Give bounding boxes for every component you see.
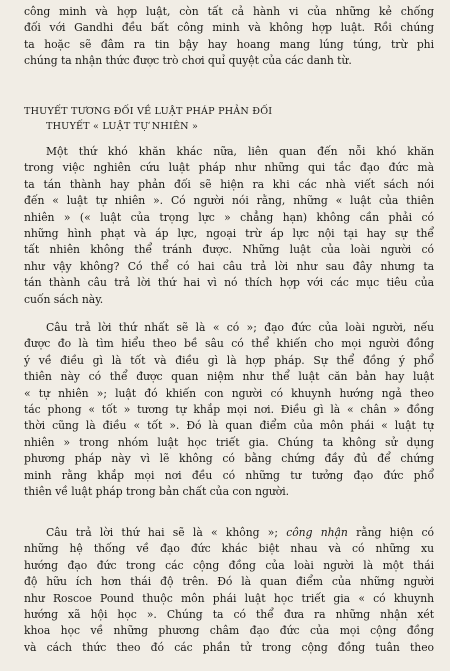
text-line: [24, 525, 434, 541]
text-line: đối với Gandhi đều bất công minh và không hợp luật. Rồi chúng: [24, 21, 434, 35]
text-line: những hình phạt và áp lực, ngoại trừ áp lực nội tại hay sự thể: [24, 227, 434, 241]
text-line: công minh và hợp luật, còn tất cả hành vi của những kẻ chống: [24, 5, 434, 18]
text-line: ta hoặc sẽ đâm ra tin bậy hay hoang mang lúng túng, trừ phi: [24, 37, 434, 51]
text-line: ý về điều gì là tốt và điều gì là hợp pháp. Sự thể đồng ý phổ: [24, 353, 434, 367]
text-line: thiên về luật pháp trong bản chất của con người.: [24, 485, 289, 499]
text-line: thiên này có thể được quan niệm như thể luật căn bản hay luật: [24, 370, 434, 384]
text-line: chúng ta nhận thức được trò chơi quỉ quyệt của các danh từ.: [24, 54, 352, 68]
text-line: như Roscoe Pound thuộc môn phái luật học triết gia « có khuynh: [24, 591, 434, 605]
text-line: trong việc nghiên cứu luật pháp như những qui tắc đạo đức mà: [24, 161, 434, 175]
text-line: và cách thức theo đó các phần tử trong cộng đồng tuân theo: [24, 640, 434, 654]
text-line: tác phong « tốt » tương tự khắp mọi nơi. Điều gì là « chân » đồng: [24, 403, 434, 417]
text-line: ta tán thành hay phản đối sẽ hiện ra khi các nhà viết sách nói: [24, 177, 434, 191]
text-line: như vậy không? Có thể có hai câu trả lời như sau đây nhưng ta: [24, 259, 434, 273]
text-line: phương pháp này vì lẽ không có bằng chứng đầy đủ để chứng: [24, 452, 434, 466]
text-line: đến « luật tự nhiên ». Có người nói rằng, những « luật của thiên: [24, 194, 434, 208]
heading-line-1: THUYẾT TƯƠNG ĐỐI VỀ LUẬT PHÁP PHẢN ĐỐI: [24, 106, 273, 117]
text-line: nhiên » trong nhóm luật học triết gia. Chúng ta không sử dụng: [24, 435, 434, 449]
text-line: khoa học về những phương châm đạo đức của mọi cộng đồng: [24, 624, 434, 638]
paragraph-3: [24, 525, 434, 656]
text-line: minh rằng khắp mọi nơi đều có những tư tưởng đạo đức phổ: [24, 468, 434, 482]
text-line: hướng xã hội học ». Chúng ta có thể đưa ra những nhận xét: [24, 608, 434, 622]
heading-line-2: THUYẾT « LUẬT TỰ NHIÊN »: [46, 121, 199, 132]
text-line: cuốn sách này.: [24, 292, 104, 306]
text-line: tán thành câu trả lời thứ hai vì nó thích hợp với các mục tiêu của: [24, 276, 434, 290]
paragraph-1: [24, 144, 434, 308]
text-line: Một thứ khó khăn khác nữa, liên quan đến nỗi khó khăn: [46, 145, 434, 158]
text-line: được đo là tìm hiểu theo bề sâu có thể khiến cho mọi người đồng: [24, 337, 434, 351]
text-run: rằng hiện có: [347, 526, 434, 539]
text-line: « tự nhiên »; luật đó khiến con người có khuynh hướng ngả theo: [24, 386, 434, 400]
text-line: những hệ thống về đạo đức khác biệt nhau và có những xu: [24, 542, 434, 556]
text-line: thời cũng là điều « tốt ». Đó là quan điểm của môn phái « luật tự: [24, 419, 434, 433]
paragraph-2: [24, 320, 434, 500]
text-line: nhiên » (« luật của trọng lực » chẳng hạn) không cần phải có: [24, 210, 434, 224]
text-line: độ hữu ích hơn thái độ trên. Đó là quan điểm của những người: [24, 575, 434, 589]
emphasis-text: công nhận: [286, 526, 348, 539]
section-heading: [24, 104, 434, 134]
top-paragraph: [24, 4, 434, 70]
text-line: tất nhiên không thể tránh được. Những luật của loài người có: [24, 243, 434, 257]
text-line: Câu trả lời thứ nhất sẽ là « có »; đạo đức của loài người, nếu: [46, 321, 434, 334]
text-run: Câu trả lời thứ hai sẽ là « không »;: [46, 526, 287, 539]
text-line: hướng đạo đức trong các cộng đồng của loài người là một thái: [24, 558, 434, 572]
